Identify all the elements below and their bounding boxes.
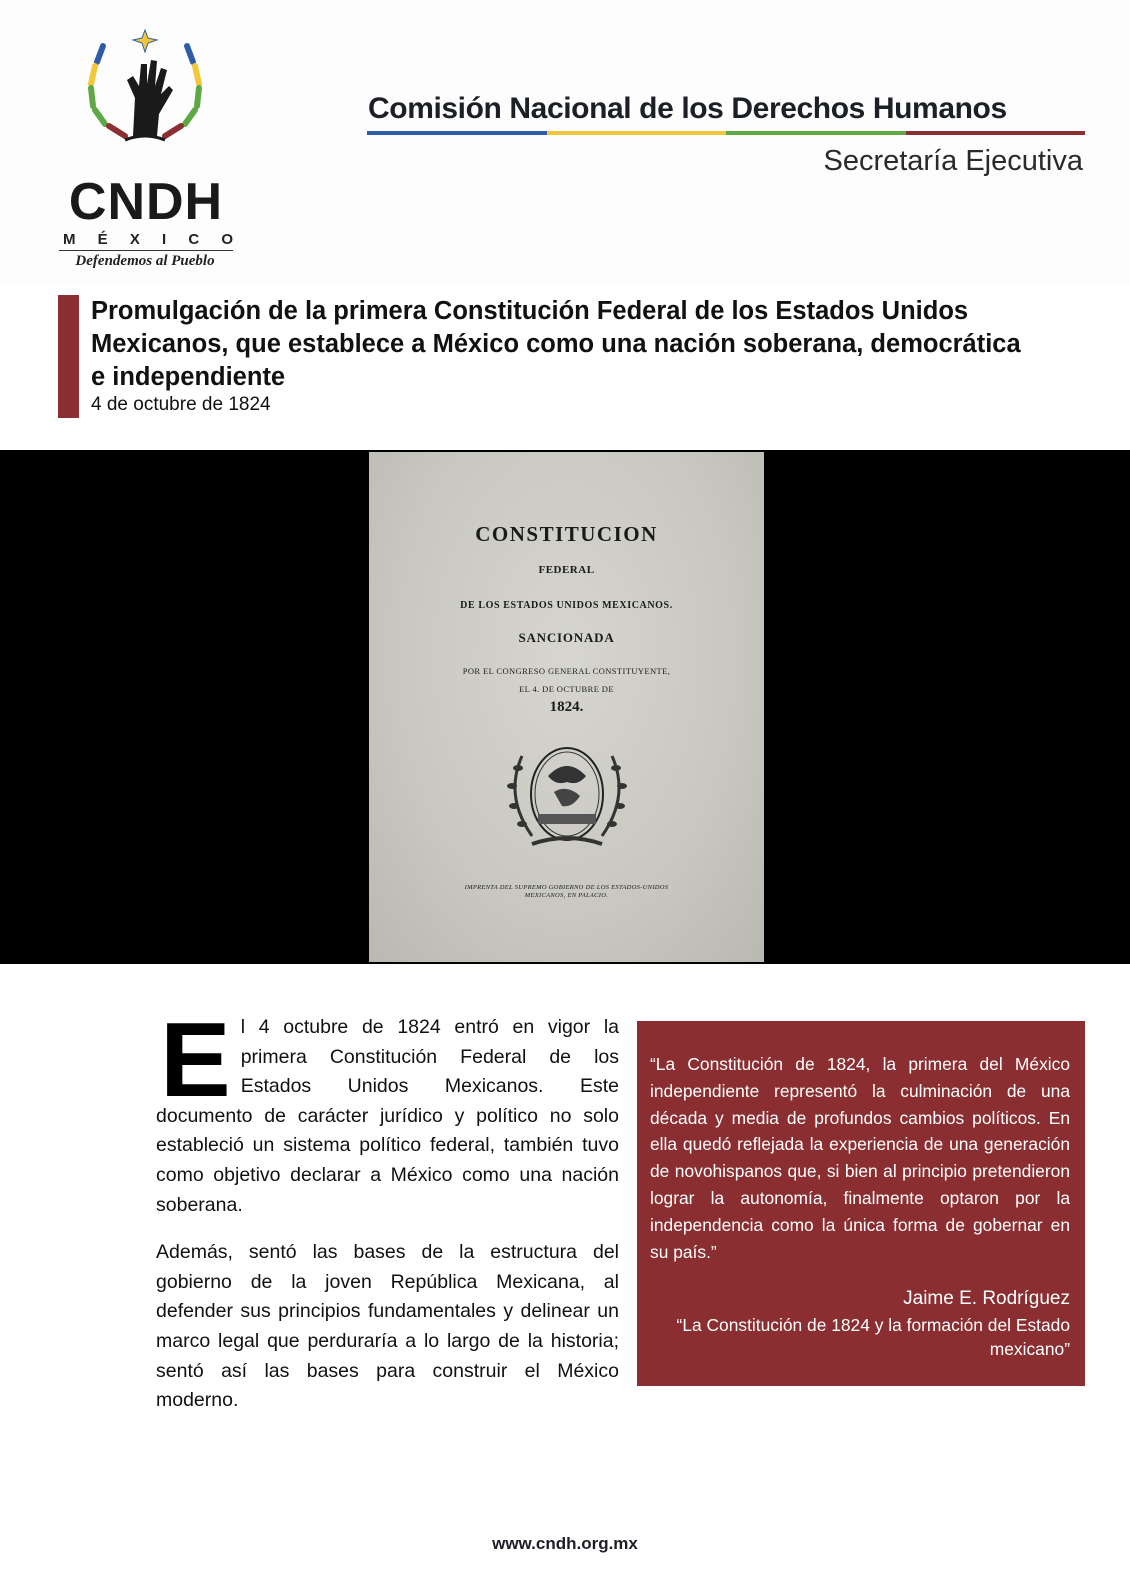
logo-letter: I	[162, 231, 167, 248]
logo-letter: O	[221, 231, 233, 248]
quote-author: Jaime E. Rodríguez	[903, 1288, 1070, 1309]
color-bar-red	[906, 131, 1086, 135]
cndh-logo	[55, 28, 235, 269]
quote-source: “La Constitución de 1824 y la formación del Estado mexicano”	[676, 1315, 1070, 1359]
cover-line: CONSTITUCION	[475, 522, 658, 546]
department-name: Secretaría Ejecutiva	[823, 145, 1083, 177]
cover-line: SANCIONADA	[518, 630, 615, 645]
constitution-cover-image	[369, 452, 764, 962]
eagle-seal-icon	[482, 736, 652, 861]
article-date: 4 de octubre de 1824	[91, 394, 271, 415]
paragraph-1-text: l 4 octubre de 1824 entró en vigor la primera Constitución Federal de los Estados Unidos Mexicanos. Este documento de carácter jurídico y político no solo estableció un sistema político federal, también tuvo como objetivo declarar a México como una nación soberana.	[156, 1016, 619, 1216]
logo-letter: C	[188, 231, 200, 248]
drop-cap: E	[160, 1001, 231, 1119]
organization-name: Comisión Nacional de los Derechos Humanos	[368, 92, 1007, 125]
cover-line: POR EL CONGRESO GENERAL CONSTITUYENTE,	[462, 666, 671, 676]
article-body	[156, 1001, 619, 1434]
logo-letter: M	[63, 231, 76, 248]
logo-motto: Defendemos al Pueblo	[75, 253, 215, 269]
logo-divider	[59, 250, 233, 251]
cover-imprint-line: IMPRENTA DEL SUPREMO GOBIERNO DE LOS ESTADOS-UNIDOS	[464, 884, 669, 891]
color-bar-yellow	[547, 131, 727, 135]
quote-text: “La Constitución de 1824, la primera del México independiente representó la culminación de una década y media de profundos cambios políticos. En ella quedó reflejada la experiencia de una generación de novohispanos que, si bien al principio pretendieron lograr la autonomía, finalmente optaron por la independencia como la única forma de gobernar en su país.”	[650, 1054, 1070, 1262]
logo-country	[63, 231, 233, 248]
color-bar-green	[726, 131, 906, 135]
logo-letter: É	[97, 231, 108, 248]
cover-line: DE LOS ESTADOS UNIDOS MEXICANOS.	[460, 600, 673, 611]
cover-line: FEDERAL	[538, 564, 595, 576]
cover-line: 1824.	[549, 699, 584, 715]
page-title: Promulgación de la primera Constitución Federal de los Estados Unidos Mexicanos, que establece a México como una nación soberana, democrática e independiente	[91, 297, 1021, 391]
title-accent-bar	[58, 295, 79, 418]
website-link[interactable]: www.cndh.org.mx	[492, 1534, 638, 1553]
cover-line: EL 4. DE OCTUBRE DE	[519, 684, 614, 694]
logo-acronym: CNDH	[68, 173, 224, 231]
quote-box	[637, 1021, 1085, 1386]
color-bar	[367, 131, 1085, 135]
paragraph-1	[156, 1001, 619, 1220]
page-header	[0, 0, 1130, 285]
cover-imprint	[369, 884, 764, 900]
logo-letter: X	[129, 231, 140, 248]
paragraph-2: Además, sentó las bases de la estructura del gobierno de la joven República Mexicana, al defender sus principios fundamentales y delinear un marco legal que perduraría a lo largo de la historia; sentó así las bases para construir el México moderno.	[156, 1241, 619, 1412]
cover-imprint-line: MEXICANOS, EN PALACIO.	[524, 892, 609, 899]
raised-hand-laurel-icon	[75, 28, 215, 153]
image-banner	[0, 450, 1130, 964]
article-heading	[58, 295, 1058, 418]
color-bar-blue	[367, 131, 547, 135]
